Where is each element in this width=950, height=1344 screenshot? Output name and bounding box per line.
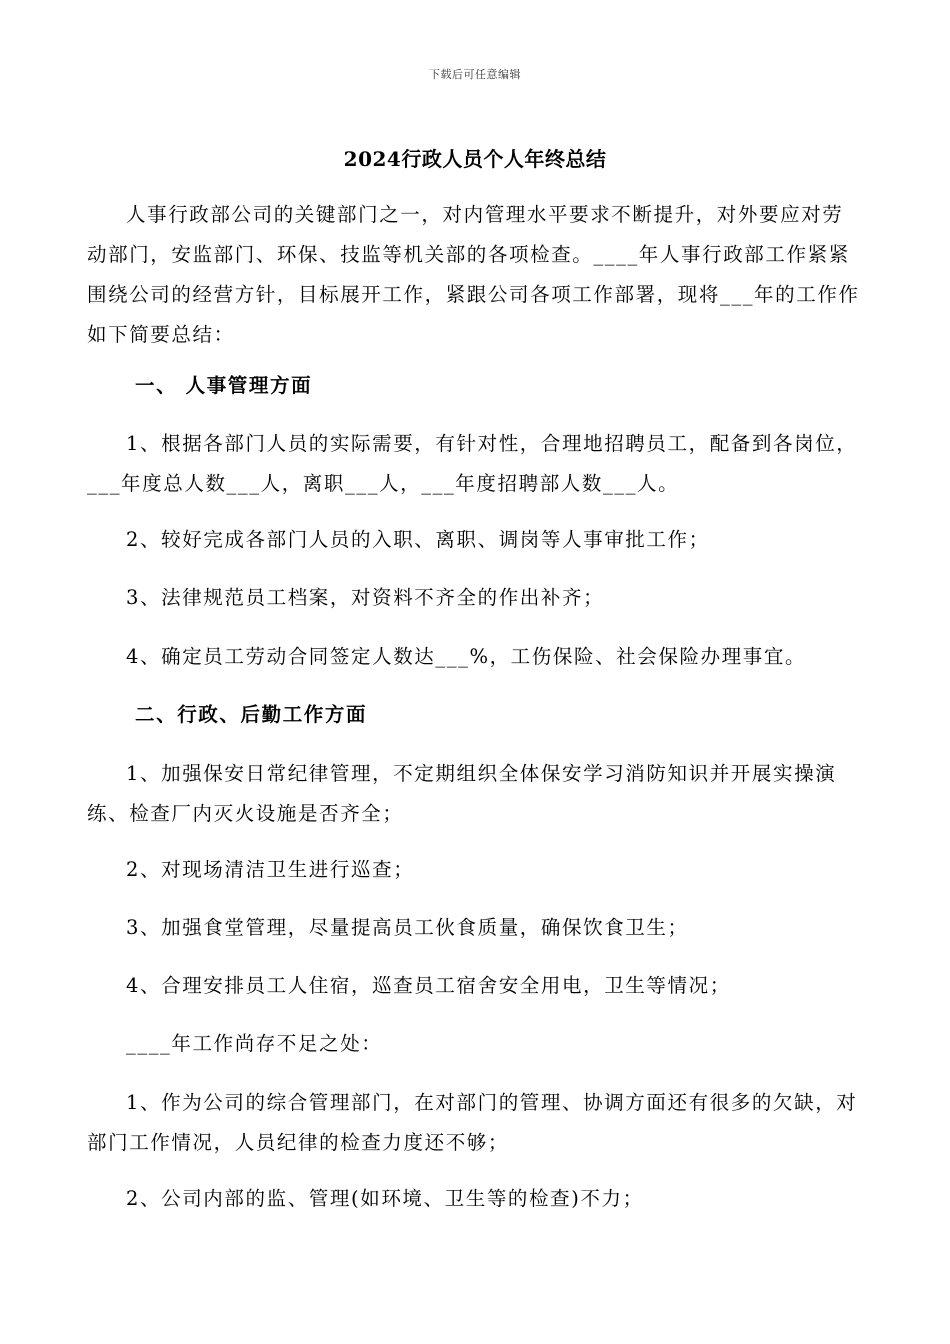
header-note: 下载后可任意编辑	[429, 68, 521, 81]
admin-item-1: 1、加强保安日常纪律管理，不定期组织全体保安学习消防知识并开展实操演练、检查厂内灭火设施是否齐全；	[87, 762, 837, 825]
section-heading-admin: 二、行政、后勤工作方面	[135, 703, 368, 726]
admin-item-2: 2、对现场清洁卫生进行巡查；	[126, 858, 415, 881]
admin-item-3: 3、加强食堂管理，尽量提高员工伙食质量，确保饮食卫生；	[126, 916, 689, 939]
shortcomings-intro: ____年工作尚存不足之处：	[126, 1032, 383, 1055]
hr-item-3: 3、法律规范员工档案，对资料不齐全的作出补齐；	[126, 586, 605, 609]
hr-item-2: 2、较好完成各部门人员的入职、离职、调岗等人事审批工作；	[126, 528, 710, 551]
shortcoming-item-2: 2、公司内部的监、管理(如环境、卫生等的检查)不力；	[126, 1187, 644, 1210]
document-title: 2024行政人员个人年终总结	[343, 147, 607, 171]
hr-item-4: 4、确定员工劳动合同签定人数达___%，工伤保险、社会保险办理事宜。	[126, 645, 807, 668]
section-heading-hr: 一、 人事管理方面	[135, 374, 313, 397]
intro-paragraph: 人事行政部公司的关键部门之一，对内管理水平要求不断提升，对外要应对劳动部门，安监部门、环保、技监等机关部的各项检查。____年人事行政部工作紧紧围绕公司的经营方针，目标展开工作，紧跟公司各项工作部署，现将___年的工作作如下简要总结：	[87, 203, 860, 346]
shortcoming-item-1: 1、作为公司的综合管理部门，在对部门的管理、协调方面还有很多的欠缺，对部门工作情况，人员纪律的检查力度还不够；	[87, 1091, 858, 1154]
hr-item-1: 1、根据各部门人员的实际需要，有针对性，合理地招聘员工，配备到各岗位，___年度总人数___人，离职___人，___年度招聘部人数___人。	[87, 432, 858, 495]
admin-item-4: 4、合理安排员工人住宿，巡查员工宿舍安全用电，卫生等情况；	[126, 974, 731, 997]
